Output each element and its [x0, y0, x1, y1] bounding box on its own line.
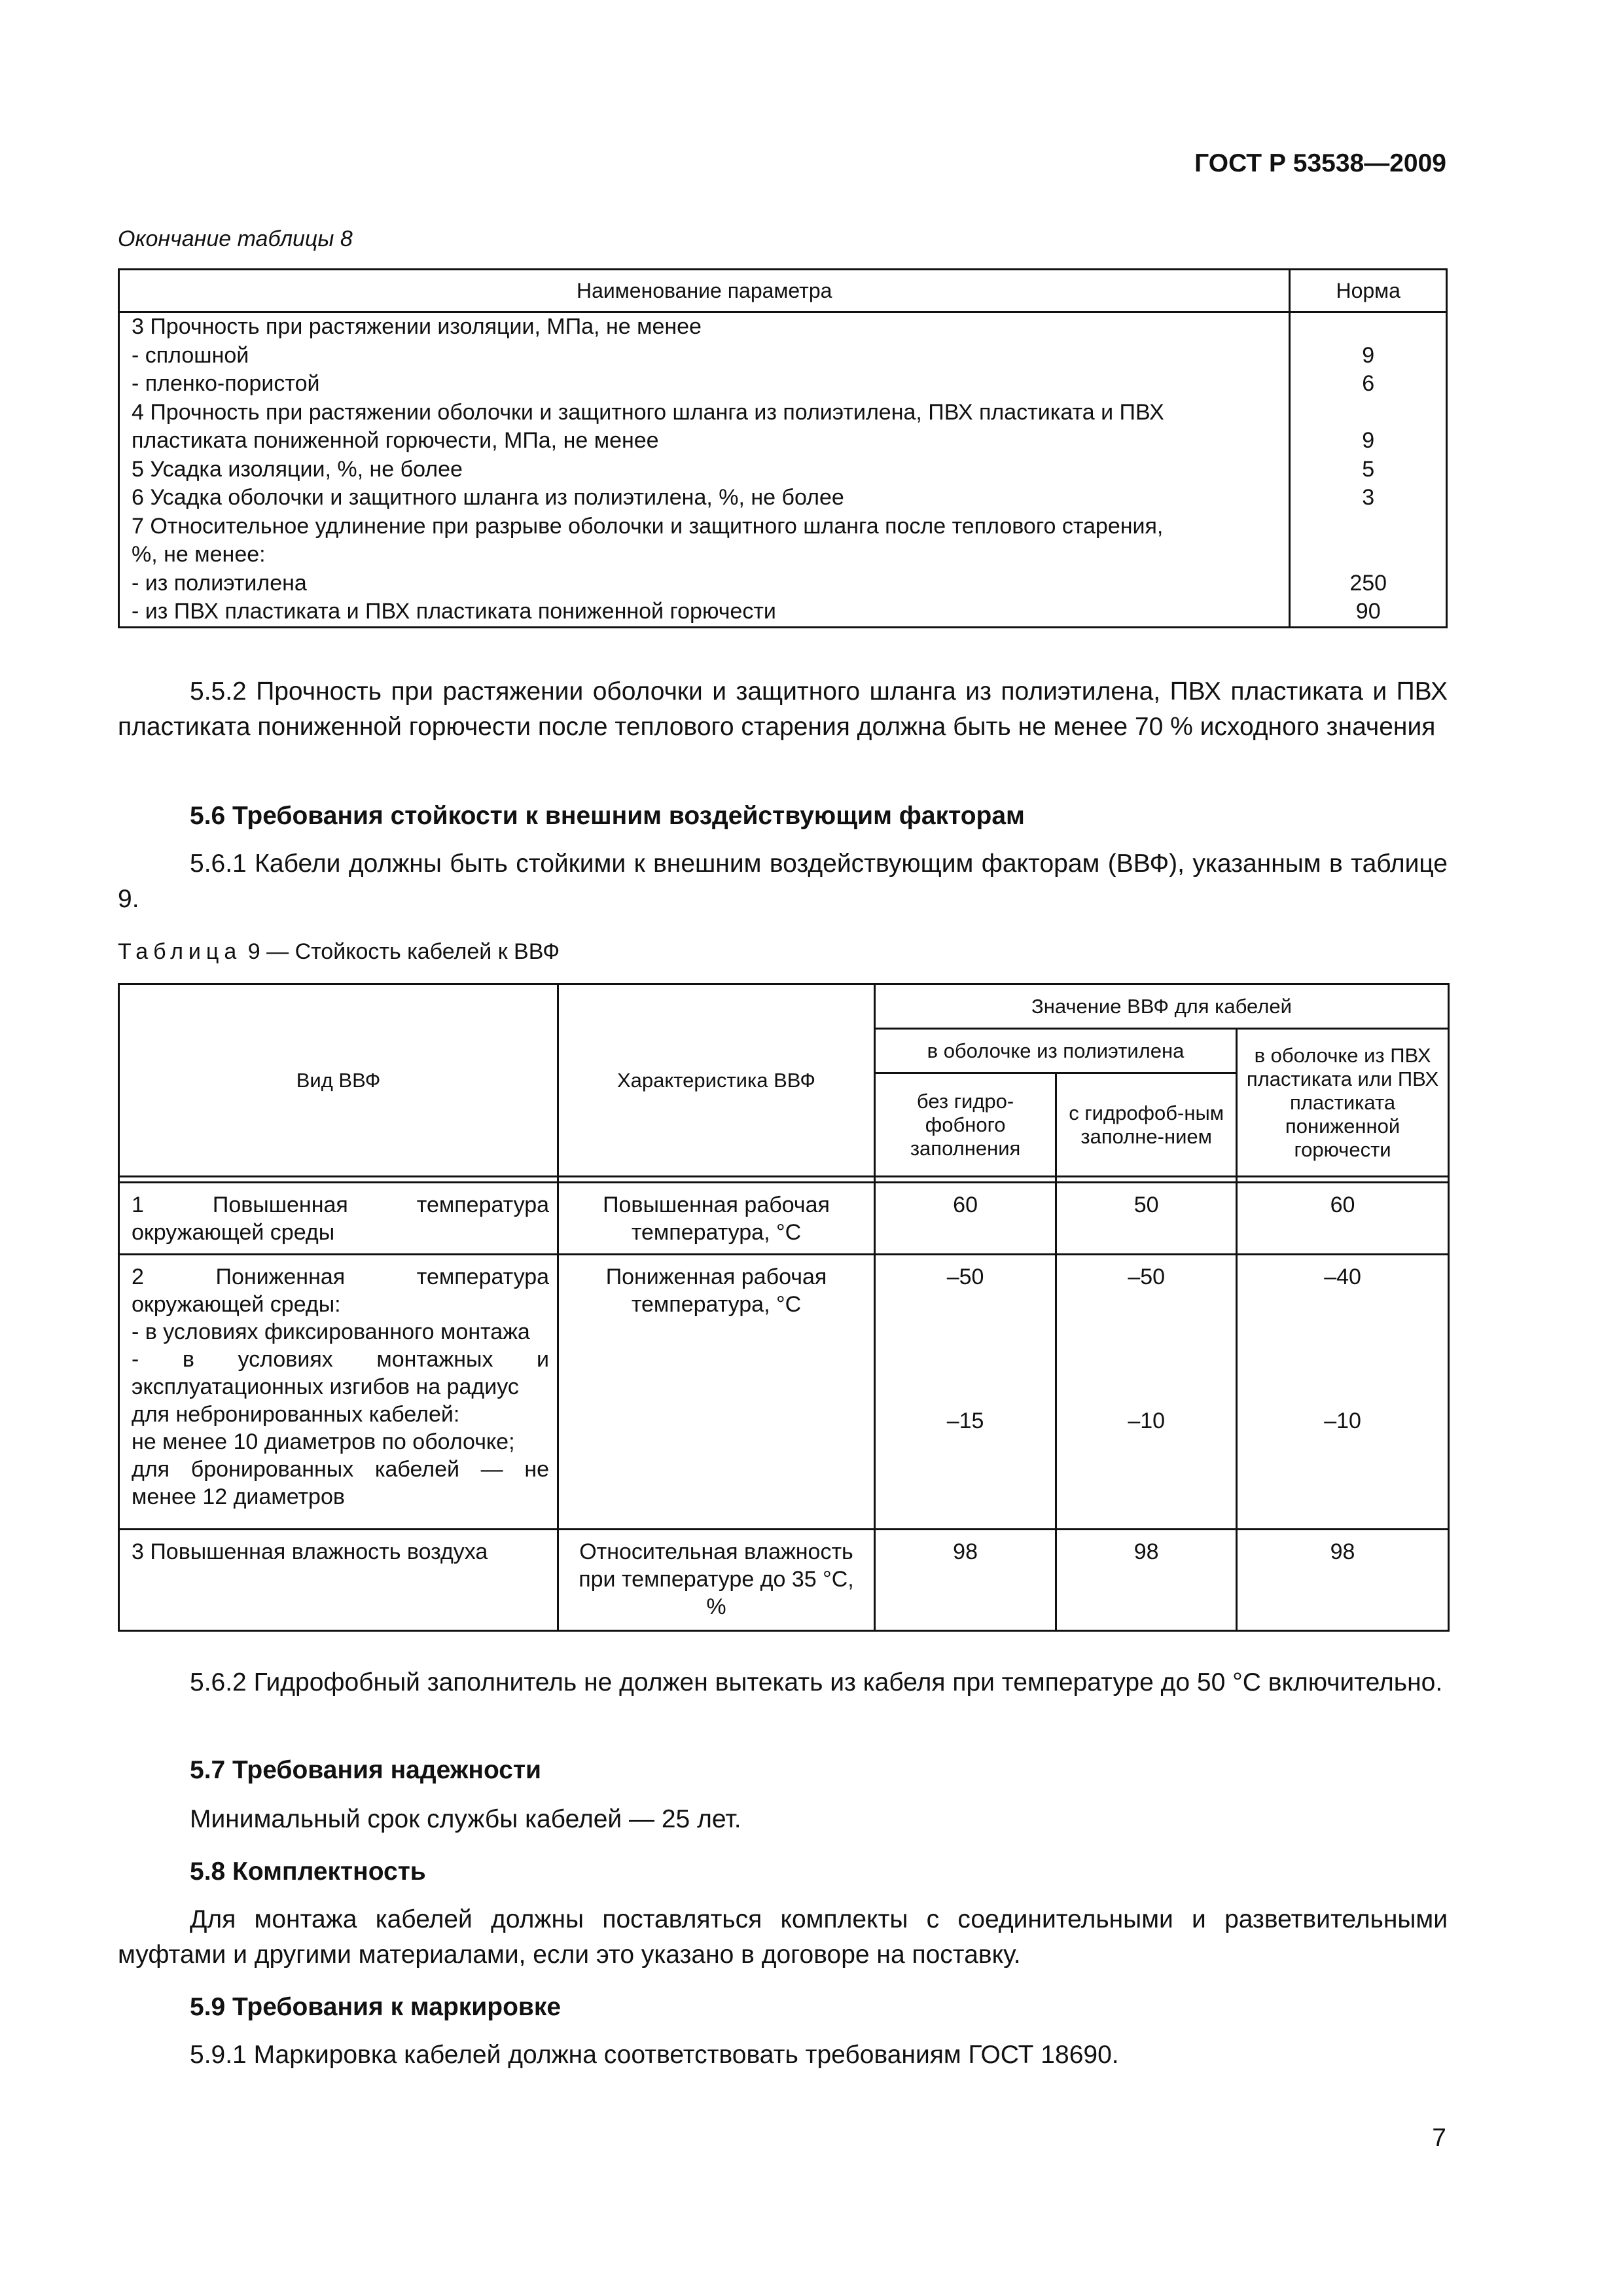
table9-value-bending: –15 — [946, 1408, 984, 1433]
table-9 — [118, 983, 1450, 1632]
table9-cell-value — [1056, 1255, 1237, 1530]
table-row-norm: 3 — [1362, 485, 1375, 510]
table9-kind-line: не менее 10 диаметров по оболочке; — [132, 1429, 515, 1454]
table-row — [119, 1255, 1449, 1530]
table-row-name: - сплошной — [132, 342, 249, 368]
table-row-name: %, не менее: — [132, 542, 266, 567]
table-row-norm: 5 — [1362, 456, 1375, 482]
paragraph-5-9-1: 5.9.1 Маркировка кабелей должна соответствовать требованиям ГОСТ 18690. — [190, 2041, 1119, 2069]
page-number: 7 — [1432, 2124, 1446, 2152]
table-row — [119, 1530, 1449, 1631]
table9-cell-kind: 1 Повышенная температура окружающей среды — [119, 1183, 558, 1255]
table-row-name: 7 Относительное удлинение при разрыве оболочки и защитного шланга после теплового старения, — [132, 513, 1164, 539]
table9-cell-value: 98 — [1237, 1530, 1449, 1631]
table9-cell-value — [1237, 1255, 1449, 1530]
table9-cell-value: 60 — [874, 1183, 1056, 1255]
table9-header-hydro: с гидрофоб-ным заполне-нием — [1056, 1073, 1237, 1177]
paragraph-5-7: Минимальный срок службы кабелей — 25 лет. — [190, 1805, 741, 1833]
section-5-8-heading: 5.8 Комплектность — [190, 1857, 426, 1886]
table9-header-pvc: в оболочке из ПВХ пластиката или ПВХ пластиката пониженной горючести — [1237, 1029, 1449, 1177]
table9-kind-line: для бронированных кабелей — не менее 12 диаметров — [132, 1457, 550, 1509]
table-row-norm — [1291, 399, 1446, 427]
section-5-6-heading: 5.6 Требования стойкости к внешним воздействующим факторам — [190, 802, 1025, 830]
table-row-name: 5 Усадка изоляции, %, не более — [132, 456, 463, 482]
table9-cell-char: Повышенная рабочая температура, °С — [558, 1183, 875, 1255]
section-5-7-heading: 5.7 Требования надежности — [190, 1756, 542, 1784]
table9-cell-kind: 3 Повышенная влажность воздуха — [119, 1530, 558, 1631]
table-row-norm — [1291, 541, 1446, 569]
table9-kind-line: для небронированных кабелей: — [132, 1402, 460, 1427]
paragraph-5-6-2: 5.6.2 Гидрофобный заполнитель не должен вытекать из кабеля при температуре до 50 °С включительно. — [190, 1668, 1443, 1696]
table9-value-fixed: –40 — [1324, 1265, 1361, 1289]
paragraph-5-8: Для монтажа кабелей должны поставляться комплекты с соединительными и разветвительными муфтами и другими материалами, если это указано в договоре на поставку. — [118, 1905, 1448, 1969]
section-5-9-heading: 5.9 Требования к маркировке — [190, 1993, 562, 2021]
table9-header-char: Характеристика ВВФ — [558, 984, 875, 1177]
table-row-norm: 9 — [1362, 428, 1375, 453]
table-row-name: - из полиэтилена — [132, 570, 307, 596]
table-row-name: 3 Прочность при растяжении изоляции, МПа, не менее — [132, 314, 702, 339]
table8-norms-cell — [1290, 312, 1447, 628]
table9-cell-value: 60 — [1237, 1183, 1449, 1255]
table9-kind-line: 2 Пониженная температура окружающей среды: — [132, 1265, 550, 1317]
table-row-name: - из ПВХ пластиката и ПВХ пластиката пониженной горючести — [132, 599, 776, 624]
table9-cell-value: 98 — [874, 1530, 1056, 1631]
table-row-norm: 6 — [1362, 371, 1375, 396]
table9-cell-value: 98 — [1056, 1530, 1237, 1631]
table9-header-pe: в оболочке из полиэтилена — [874, 1029, 1236, 1073]
table-row-norm: 250 — [1349, 570, 1387, 596]
table-row-name: 4 Прочность при растяжении оболочки и защитного шланга из полиэтилена, ПВХ пластиката и ПВХ — [132, 399, 1164, 425]
table9-value-bending: –10 — [1128, 1408, 1166, 1433]
table9-cell-char: Пониженная рабочая температура, °С — [558, 1255, 875, 1530]
table9-value-bending: –10 — [1324, 1408, 1361, 1433]
table9-value-fixed: –50 — [1128, 1265, 1166, 1289]
table-row-name: - пленко-пористой — [132, 371, 320, 396]
table-row-norm: 9 — [1362, 342, 1375, 368]
table9-header-kind: Вид ВВФ — [119, 984, 558, 1177]
table9-kind-line: - в условиях фиксированного монтажа — [132, 1319, 530, 1344]
table9-cell-value — [874, 1255, 1056, 1530]
table8-header-norm: Норма — [1290, 270, 1447, 312]
standard-code: ГОСТ Р 53538—2009 — [1194, 149, 1446, 177]
table8-header-name: Наименование параметра — [119, 270, 1290, 312]
table9-header-values: Значение ВВФ для кабелей — [874, 984, 1448, 1029]
table9-title — [118, 939, 560, 965]
table8-continuation-label: Окончание таблицы 8 — [118, 226, 353, 251]
table-row-name: пластиката пониженной горючести, МПа, не менее — [132, 428, 659, 453]
table9-cell-value: 50 — [1056, 1183, 1237, 1255]
table-row-norm: 90 — [1355, 599, 1381, 624]
paragraph-5-5-2: 5.5.2 Прочность при растяжении оболочки и защитного шланга из полиэтилена, ПВХ пластиката и ПВХ пластиката пониженной горючести после теплового старения должна быть не менее 70 % исходного значения — [118, 677, 1448, 741]
table9-title-rest: 9 — Стойкость кабелей к ВВФ — [247, 939, 560, 964]
table-8 — [118, 268, 1448, 628]
table9-value-fixed: –50 — [946, 1265, 984, 1289]
table9-cell-kind — [119, 1255, 558, 1530]
table9-header-no-hydro: без гидро-фобного заполнения — [874, 1073, 1056, 1177]
table-row — [119, 1183, 1449, 1255]
table-row-norm — [1291, 512, 1446, 541]
table-row-norm — [1291, 313, 1446, 342]
paragraph-5-6-1: 5.6.1 Кабели должны быть стойкими к внешним воздействующим факторам (ВВФ), указанным в таблице 9. — [118, 850, 1448, 913]
table9-cell-char: Относительная влажность при температуре до 35 °С, % — [558, 1530, 875, 1631]
table9-title-word: Таблица — [118, 939, 242, 964]
table8-names-cell — [119, 312, 1290, 628]
table-row-name: 6 Усадка оболочки и защитного шланга из полиэтилена, %, не более — [132, 485, 844, 510]
table9-kind-line: - в условиях монтажных и эксплуатационных изгибов на радиус — [132, 1347, 550, 1399]
